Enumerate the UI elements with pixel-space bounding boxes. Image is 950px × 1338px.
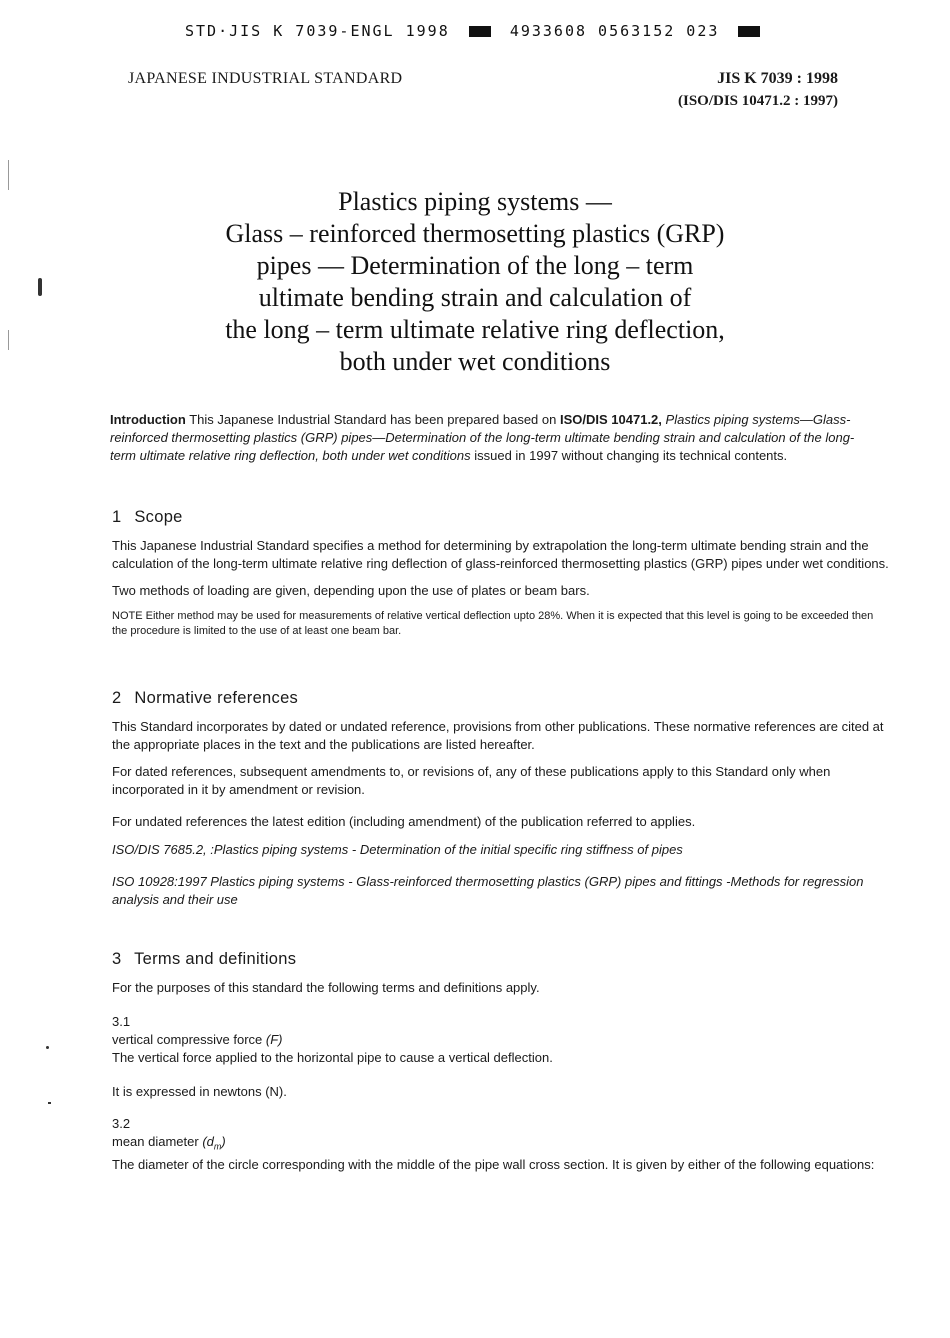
scan-artifact [38,278,42,296]
note: NOTE Either method may be used for measurements of relative vertical deflection upto 28%. When it is expected that this level is going to be exceeded then the procedure is limited to the use of at least one beam bar. [112,610,874,637]
title-line: ultimate bending strain and calculation of [258,283,692,312]
paragraph: This Standard incorporates by dated or undated reference, provisions from other publications. These normative references are cited at the appropriate places in the text and the publications are listed hereafter. [112,719,884,752]
section-number: 1 [112,508,122,526]
scan-artifact [48,1102,51,1104]
paragraph: This Japanese Industrial Standard specifies a method for determining by extrapolation the long-term ultimate bending strain and the calculation of the long-term ultimate relative ring deflection of glass-reinforced thermosetting plastics (GRP) pipes under wet conditions. [112,538,889,571]
barcode-text-1: STD·JIS K 7039-ENGL 1998 [185,22,450,40]
definition-symbol: $(d_m)$ [202,1134,226,1152]
iso-number: (ISO/DIS 10471.2 : 1997) [677,93,838,109]
section-number: 2 [112,689,122,707]
title-line: the long – term ultimate relative ring deflection, [225,315,725,344]
definition-text: The vertical force applied to the horizontal pipe to cause a vertical deflection. [112,1050,553,1065]
introduction-text-2: issued in 1997 without changing its technical contents. [474,448,788,463]
introduction-paragraph [110,411,880,465]
definition-term [112,1031,890,1049]
title-line: both under wet conditions [339,347,611,376]
title-line: Glass – reinforced thermosetting plastics (GRP) [225,219,725,248]
definition-number: 3.2 [112,1116,131,1131]
section-title: Scope [134,508,183,526]
title-line: pipes — Determination of the long – term [256,251,694,280]
paragraph: For the purposes of this standard the following terms and definitions apply. [112,980,540,995]
introduction-ref: ISO/DIS 10471.2, [560,412,662,427]
section-terms-definitions [112,950,890,1183]
reference-item: ISO/DIS 7685.2, :Plastics piping systems - Determination of the initial specific ring stiffness of pipes [112,842,683,857]
reference-item: ISO 10928:1997 Plastics piping systems - Glass-reinforced thermosetting plastics (GRP) pipes and fittings -Methods for regression analysis and their use [112,874,864,907]
scan-artifact [46,1046,49,1049]
section-heading [112,689,890,708]
definition-text: The diameter of the circle corresponding with the middle of the pipe wall cross section. It is given by either of the following equations: [112,1156,875,1172]
standard-number: JIS K 7039 : 1998 [717,70,838,87]
introduction-text-1: This Japanese Industrial Standard has been prepared based on [189,412,557,427]
introduction-italic-title: Plastics piping systems—Glass-reinforced thermosetting plastics (GRP) pipes—Determination of the long-term ultimate bending strain and calculation of the long-term ultimate relative ring deflection, both under wet conditions [110,412,855,463]
standard-number-block [678,68,838,112]
section-number: 3 [112,950,122,968]
document-title [150,186,800,378]
paragraph: Two methods of loading are given, depending upon the use of plates or beam bars. [112,583,590,598]
black-block-icon [738,26,760,37]
definition-extra: It is expressed in newtons (N). [112,1084,287,1099]
section-heading [112,950,890,969]
black-block-icon [469,26,491,37]
section-scope [112,508,890,648]
barcode-header-line [185,22,768,40]
paragraph: For undated references the latest edition (including amendment) of the publication referred to applies. [112,814,696,829]
standard-name: JAPANESE INDUSTRIAL STANDARD [128,70,403,87]
scan-artifact [8,160,9,190]
section-heading [112,508,890,527]
definition-term-text: vertical compressive force [112,1032,263,1047]
scan-artifact [8,330,9,350]
section-title: Normative references [134,689,299,707]
title-line: Plastics piping systems — [338,187,612,216]
introduction-lead: Introduction [110,412,186,427]
definition-number: 3.1 [112,1014,131,1029]
definition-term [112,1133,890,1156]
section-normative-references [112,689,890,918]
definition-symbol: (F) [265,1032,283,1047]
definition-term-text: mean diameter [112,1134,199,1149]
paragraph: For dated references, subsequent amendments to, or revisions of, any of these publications apply to this Standard only when incorporated in it by amendment or revision. [112,764,831,797]
section-title: Terms and definitions [134,950,297,968]
barcode-text-2: 4933608 0563152 023 [509,22,720,40]
